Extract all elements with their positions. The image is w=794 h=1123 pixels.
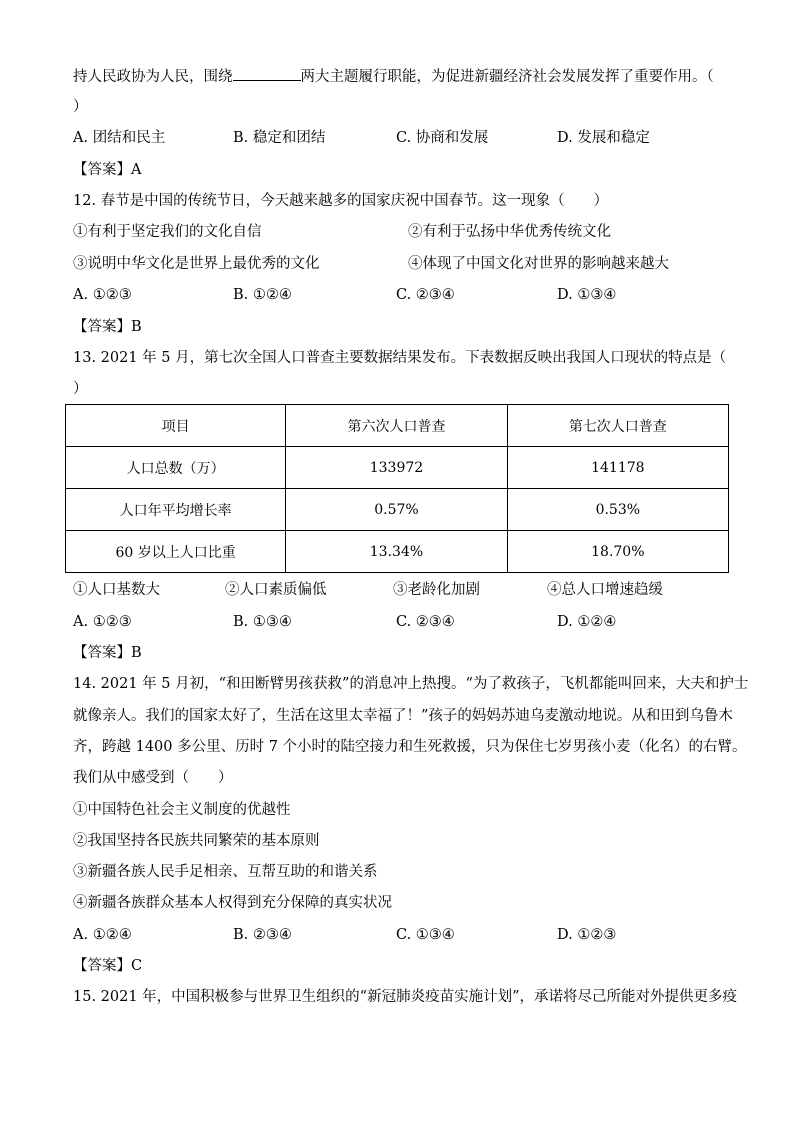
q12-stem: 12. 春节是中国的传统节日，今天越来越多的国家庆祝中国春节。这一现象（ ） — [73, 193, 609, 209]
q13-statement-4: ④总人口增速趋缓 — [547, 582, 663, 598]
q12-statement-3: ③说明中华文化是世界上最优秀的文化 — [73, 256, 320, 272]
q12-option-a: A. ①②③ — [73, 287, 132, 303]
q12-option-c: C. ②③④ — [396, 287, 455, 303]
q14-statement-2: ②我国坚持各民族共同繁荣的基本原则 — [73, 833, 320, 849]
q11-stem-part-b: 两大主题履行职能，为促进新疆经济社会发展发挥了重要作用。（ — [300, 69, 714, 85]
q11-stem-part-a: 持人民政协为人民，围绕 — [73, 69, 233, 85]
q13-option-d: D. ①②④ — [557, 614, 617, 630]
table-cell: 18.70% — [507, 531, 728, 573]
q13-option-a: A. ①②③ — [73, 614, 132, 630]
q14-stem-line2: 就像亲人。我们的国家太好了，生活在这里太幸福了！”孩子的妈妈苏迪乌麦激动地说。从和田到乌鲁木 — [73, 708, 733, 724]
q11-option-b: B. 稳定和团结 — [233, 130, 326, 146]
q15-stem: 15. 2021 年，中国积极参与世界卫生组织的“新冠肺炎疫苗实施计划”，承诺将尽己所能对外提供更多疫 — [73, 989, 738, 1005]
table-cell: 0.57% — [286, 489, 507, 531]
table-cell: 141178 — [507, 447, 728, 489]
q11-option-a: A. 团结和民主 — [73, 130, 166, 146]
q11-stem-line2: ） — [73, 99, 88, 115]
census-table — [65, 404, 729, 573]
fill-in-blank — [233, 66, 301, 81]
q11-answer: 【答案】A — [73, 162, 142, 178]
q14-statement-1: ①中国特色社会主义制度的优越性 — [73, 802, 291, 818]
table-cell: 人口总数（万） — [66, 447, 286, 489]
q13-statement-1: ①人口基数大 — [73, 582, 160, 598]
table-row — [66, 489, 729, 531]
table-cell: 人口年平均增长率 — [66, 489, 286, 531]
q12-option-b: B. ①②④ — [233, 287, 292, 303]
q12-statement-2: ②有利于弘扬中华优秀传统文化 — [408, 224, 611, 240]
q12-statement-4: ④体现了中国文化对世界的影响越来越大 — [408, 256, 669, 272]
q14-answer: 【答案】C — [73, 958, 143, 974]
q13-answer: 【答案】B — [73, 645, 142, 661]
q14-option-d: D. ①②③ — [557, 927, 617, 943]
table-cell: 13.34% — [286, 531, 507, 573]
table-cell: 0.53% — [507, 489, 728, 531]
q13-option-c: C. ②③④ — [396, 614, 455, 630]
table-header-cell: 第六次人口普查 — [286, 405, 507, 447]
q12-answer: 【答案】B — [73, 319, 142, 335]
table-row — [66, 447, 729, 489]
q14-option-c: C. ①③④ — [396, 927, 455, 943]
q13-statement-3: ③老龄化加剧 — [393, 582, 480, 598]
q13-stem-line2: ） — [73, 381, 88, 397]
table-header-cell: 第七次人口普查 — [507, 405, 728, 447]
q13-option-b: B. ①③④ — [233, 614, 292, 630]
table-row — [66, 531, 729, 573]
q12-statement-1: ①有利于坚定我们的文化自信 — [73, 224, 262, 240]
q14-option-b: B. ②③④ — [233, 927, 292, 943]
q14-stem-line1: 14. 2021 年 5 月初，“和田断臂男孩获救”的消息冲上热搜。“为了救孩子，飞机都能叫回来，大夫和护士 — [73, 676, 749, 692]
q14-statement-3: ③新疆各族人民手足相亲、互帮互助的和谐关系 — [73, 864, 378, 880]
q14-stem-line4: 我们从中感受到（ ） — [73, 770, 233, 786]
q14-stem-line3: 齐，跨越 1400 多公里、历时 7 个小时的陆空接力和生死救援，只为保住七岁男孩小麦（化名）的右臂。 — [73, 739, 747, 755]
table-header-cell: 项目 — [66, 405, 286, 447]
table-header-row — [66, 405, 729, 447]
q13-stem: 13. 2021 年 5 月，第七次全国人口普查主要数据结果发布。下表数据反映出我国人口现状的特点是（ — [73, 350, 727, 366]
q11-stem-line1 — [73, 66, 714, 87]
q11-option-d: D. 发展和稳定 — [557, 130, 650, 146]
table-cell: 60 岁以上人口比重 — [66, 531, 286, 573]
q11-option-c: C. 协商和发展 — [396, 130, 489, 146]
q14-statement-4: ④新疆各族群众基本人权得到充分保障的真实状况 — [73, 895, 392, 911]
q12-option-d: D. ①③④ — [557, 287, 617, 303]
table-cell: 133972 — [286, 447, 507, 489]
q13-statement-2: ②人口素质偏低 — [225, 582, 327, 598]
q14-option-a: A. ①②④ — [73, 927, 132, 943]
